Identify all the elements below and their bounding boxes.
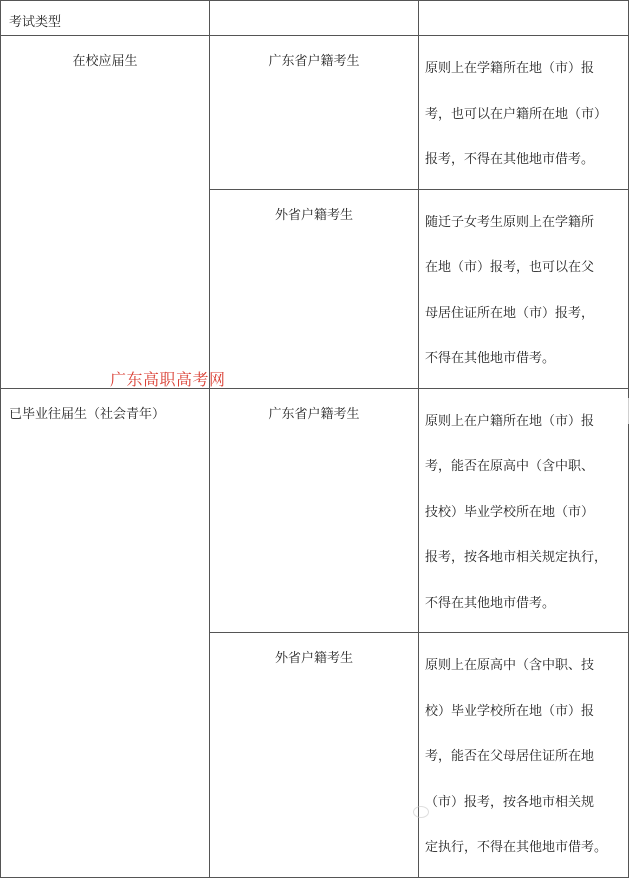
- header-exam-type: 考试类型: [1, 1, 210, 36]
- watermark-text: 广东高职高考网: [110, 370, 226, 389]
- description-cell: [419, 633, 629, 878]
- description-cell: [419, 36, 629, 190]
- description-line: 定执行，不得在其他地市借考。: [425, 840, 608, 855]
- wechat-icon: [413, 806, 429, 818]
- description-line: 报考，按各地市相关规定执行，: [425, 550, 608, 565]
- header-empty-cell: [210, 1, 419, 36]
- category-current-students: 在校应届生: [1, 36, 210, 389]
- description-line: 母居住证所在地（市）报考，: [425, 305, 595, 321]
- description-line: 原则上在学籍所在地（市）报: [425, 61, 595, 76]
- description-line: 原则上在原高中（含中职、技: [425, 658, 595, 673]
- category-graduates: 已毕业往届生（社会青年）: [1, 388, 210, 877]
- subcategory-label: 广东省户籍考生: [210, 36, 419, 190]
- description-cell: [419, 189, 629, 388]
- description-line: 考，能否在原高中（含中职、: [425, 459, 595, 474]
- description-line: 校）毕业学校所在地（市）报: [425, 703, 595, 719]
- table-header-row: [1, 1, 629, 36]
- subcategory-label: 外省户籍考生: [210, 633, 419, 878]
- description-line: 随迁子女考生原则上在学籍所: [425, 214, 595, 230]
- description-line: 原则上在户籍所在地（市）报: [425, 413, 595, 429]
- table-row: [1, 36, 629, 190]
- table-row: [1, 388, 629, 633]
- subcategory-label: 外省户籍考生: [210, 189, 419, 388]
- description-line: （市）报考，按各地市相关规: [425, 794, 595, 810]
- description-line: 不得在其他地市借考。: [425, 595, 556, 611]
- description-line: 报考，不得在其他地市借考。: [425, 152, 595, 167]
- description-line: 考，也可以在户籍所在地（市）: [425, 106, 608, 122]
- subcategory-label: 广东省户籍考生: [210, 388, 419, 633]
- header-empty-cell: [419, 1, 629, 36]
- description-line: 考，能否在父母居住证所在地: [425, 749, 595, 764]
- divider: [628, 398, 635, 424]
- description-line: 不得在其他地市借考。: [425, 351, 556, 366]
- description-cell: [419, 388, 629, 633]
- description-line: 在地（市）报考，也可以在父: [425, 260, 595, 275]
- description-line: 技校）毕业学校所在地（市）: [425, 504, 595, 520]
